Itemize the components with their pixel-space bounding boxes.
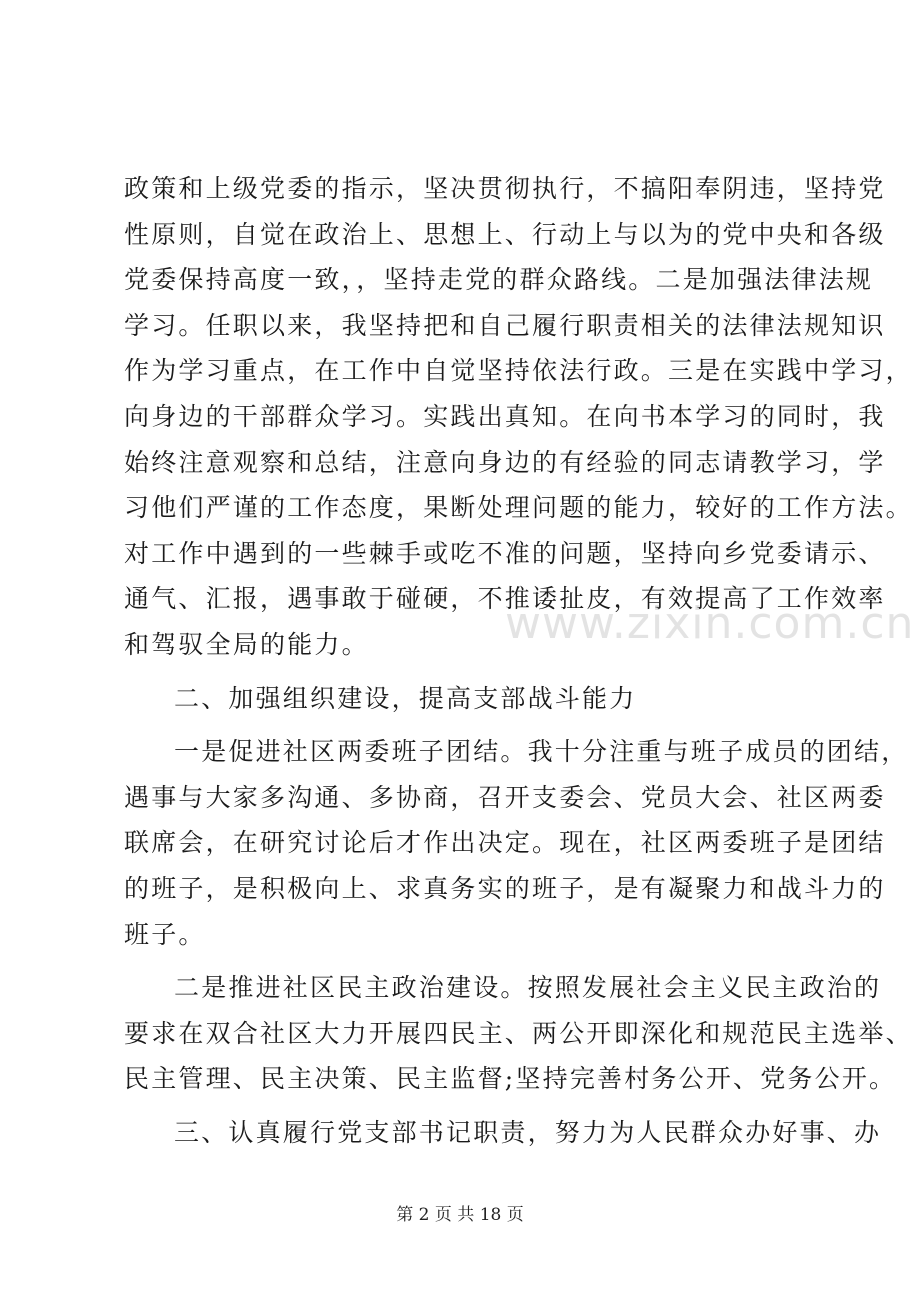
text-line: 二是推进社区民主政治建设。按照发展社会主义民主政治的	[174, 973, 882, 1003]
text-line: 和驾驭全局的能力。	[124, 629, 369, 659]
text-line: 联席会，在研究讨论后才作出决定。现在，社区两委班子是团结	[124, 828, 886, 858]
text-line: 对工作中遇到的一些棘手或吃不准的问题，坚持向乡党委请示、	[124, 538, 886, 568]
watermark: www.zixin.com.cn	[505, 598, 915, 649]
text-line: 作为学习重点，在工作中自觉坚持依法行政。三是在实践中学习，	[124, 356, 913, 386]
text-line: 民主管理、民主决策、民主监督;坚持完善村务公开、党务公开。	[124, 1064, 897, 1094]
text-line: 学习。任职以来，我坚持把和自己履行职责相关的法律法规知识	[124, 310, 886, 340]
document-body	[124, 166, 913, 1155]
text-line: 向身边的干部群众学习。实践出真知。在向书本学习的同时，我	[124, 401, 886, 431]
text-line: 政策和上级党委的指示，坚决贯彻执行，不搞阳奉阴违，坚持党	[124, 174, 886, 203]
text-line: 遇事与大家多沟通、多协商，召开支委会、党员大会、社区两委	[124, 782, 886, 812]
text-line: 要求在双合社区大力开展四民主、两公开即深化和规范民主选举、	[124, 1018, 913, 1048]
text-line: 一是促进社区两委班子团结。我十分注重与班子成员的团结，	[174, 737, 909, 767]
section-heading: 二、加强组织建设，提高支部战斗能力	[174, 683, 637, 713]
text-line: 的班子，是积极向上、求真务实的班子，是有凝聚力和战斗力的	[124, 873, 886, 903]
page-footer: 第 2 页 共 18 页	[396, 1205, 524, 1225]
text-line: 班子。	[124, 919, 206, 949]
text-line: 性原则，自觉在政治上、思想上、行动上与以为的党中央和各级	[124, 219, 886, 249]
text-line: 通气、汇报，遇事敢于碰硬，不推诿扯皮，有效提高了工作效率	[124, 584, 886, 614]
text-line: 始终注意观察和总结，注意向身边的有经验的同志请教学习，学	[124, 447, 886, 477]
text-line: 党委保持高度一致，，坚持走党的群众路线。二是加强法律法规	[124, 265, 874, 295]
section-heading: 三、认真履行党支部书记职责，努力为人民群众办好事、办	[174, 1117, 882, 1147]
text-line: 习他们严谨的工作态度，果断处理问题的能力，较好的工作方法。	[124, 493, 913, 523]
